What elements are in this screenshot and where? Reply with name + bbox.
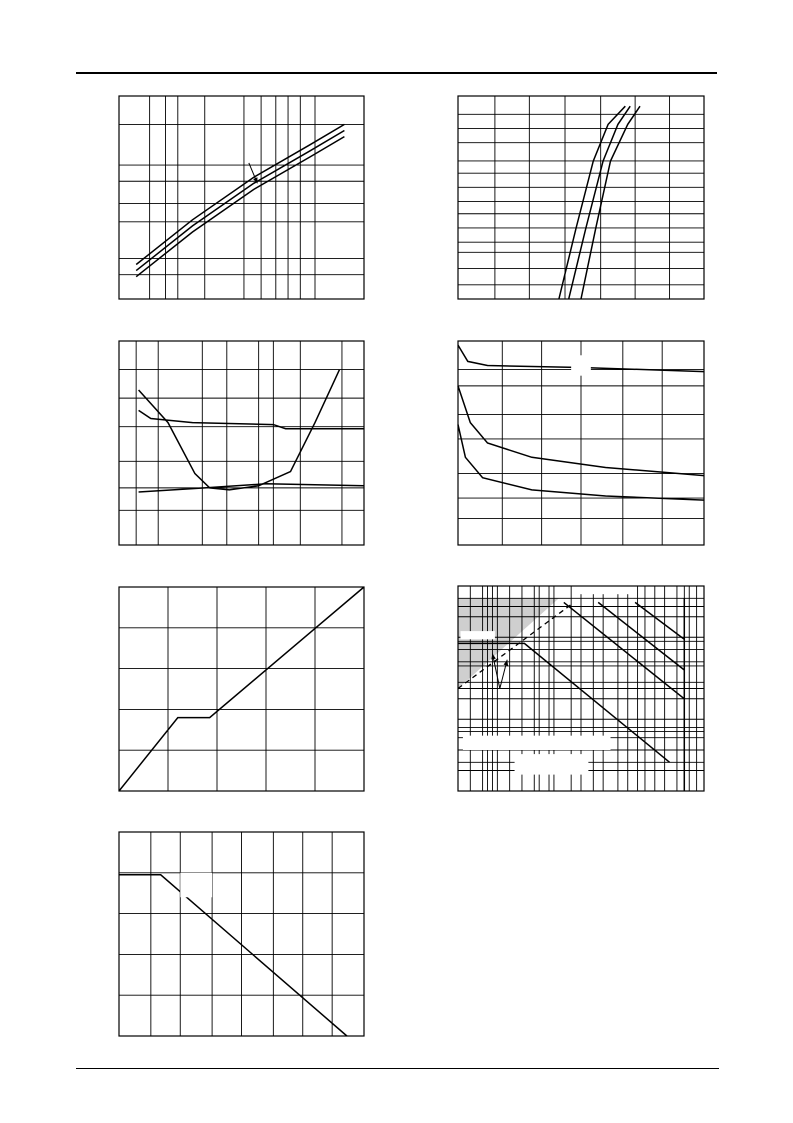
series-line-1 xyxy=(119,875,347,1036)
label-gap xyxy=(180,873,212,897)
